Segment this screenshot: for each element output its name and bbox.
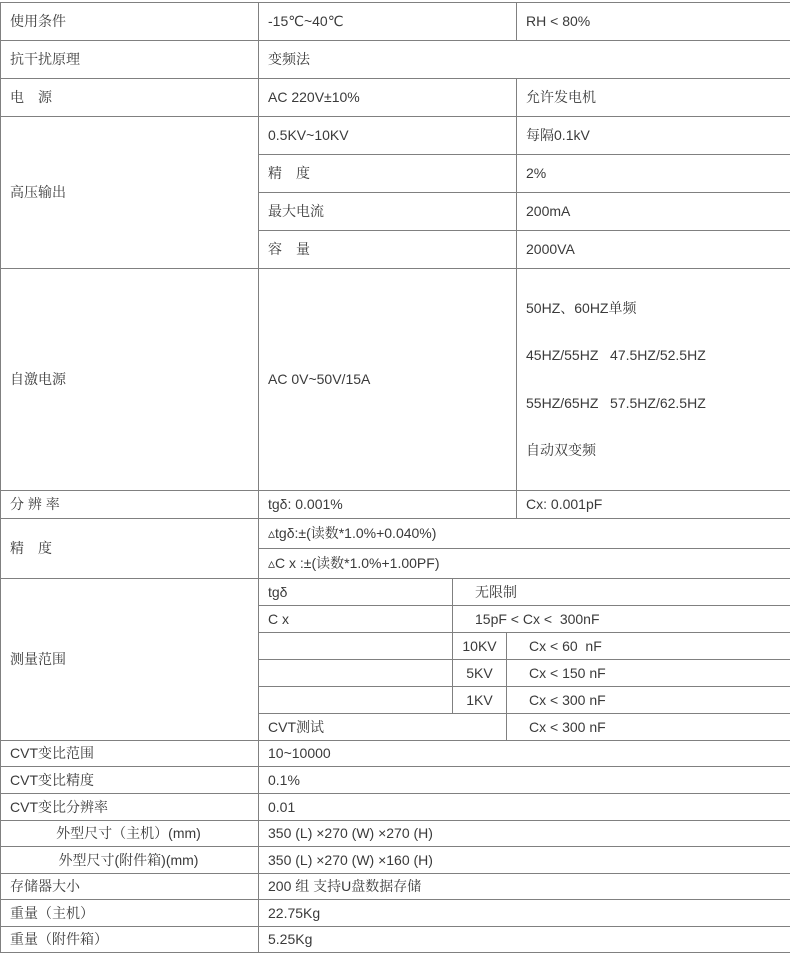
hv-accuracy-value: 2% bbox=[517, 155, 790, 193]
table-row bbox=[1, 740, 790, 766]
table-row bbox=[1, 846, 790, 873]
table-row bbox=[1, 820, 790, 846]
label-storage-size: 存储器大小 bbox=[1, 873, 259, 899]
range-5kv-name: 5KV bbox=[453, 659, 507, 686]
table-row bbox=[1, 873, 790, 899]
range-empty-cell bbox=[259, 659, 453, 686]
label-resolution: 分 辨 率 bbox=[1, 490, 259, 518]
label-excitation-power: 自激电源 bbox=[1, 269, 259, 491]
hv-capacity-value: 2000VA bbox=[517, 231, 790, 269]
range-tgd-value: 无限制 bbox=[453, 578, 790, 605]
range-10kv-name: 10KV bbox=[453, 632, 507, 659]
range-cx-value: 15pF < Cx < 300nF bbox=[453, 605, 790, 632]
label-measure-range: 测量范围 bbox=[1, 578, 259, 740]
range-empty-cell bbox=[259, 632, 453, 659]
hv-max-current-name: 最大电流 bbox=[259, 193, 517, 231]
value-power-voltage: AC 220V±10% bbox=[259, 79, 517, 117]
label-weight-accessory-box: 重量（附件箱） bbox=[1, 926, 259, 952]
label-power-supply: 电 源 bbox=[1, 79, 259, 117]
table-row bbox=[1, 117, 790, 155]
table-row bbox=[1, 490, 790, 518]
value-resolution-tgd: tgδ: 0.001% bbox=[259, 490, 517, 518]
value-accuracy-cx: ▵C x :±(读数*1.0%+1.00PF) bbox=[259, 548, 790, 578]
table-row bbox=[1, 766, 790, 793]
range-1kv-value: Cx < 300 nF bbox=[507, 686, 790, 713]
value-generator-allowed: 允许发电机 bbox=[517, 79, 790, 117]
label-weight-main-unit: 重量（主机） bbox=[1, 899, 259, 926]
value-frequency-modes bbox=[517, 269, 790, 491]
label-dimensions-main-unit: 外型尺寸（主机）(mm) bbox=[1, 820, 259, 846]
frequency-line: 45HZ/55HZ 47.5HZ/52.5HZ bbox=[526, 348, 788, 363]
label-hv-output: 高压输出 bbox=[1, 117, 259, 269]
label-cvt-ratio-accuracy: CVT变比精度 bbox=[1, 766, 259, 793]
value-dimensions-main-unit: 350 (L) ×270 (W) ×270 (H) bbox=[259, 820, 790, 846]
value-cvt-ratio-resolution: 0.01 bbox=[259, 793, 790, 820]
label-cvt-ratio-resolution: CVT变比分辨率 bbox=[1, 793, 259, 820]
value-accuracy-tgd: ▵tgδ:±(读数*1.0%+0.040%) bbox=[259, 518, 790, 548]
range-10kv-value: Cx < 60 nF bbox=[507, 632, 790, 659]
table-row bbox=[1, 41, 790, 79]
hv-range-name: 0.5KV~10KV bbox=[259, 117, 517, 155]
value-cvt-ratio-range: 10~10000 bbox=[259, 740, 790, 766]
value-anti-interference: 变频法 bbox=[259, 41, 790, 79]
table-row bbox=[1, 899, 790, 926]
value-temperature-range: -15℃~40℃ bbox=[259, 3, 517, 41]
range-1kv-name: 1KV bbox=[453, 686, 507, 713]
range-cx-name: C x bbox=[259, 605, 453, 632]
value-dimensions-accessory-box: 350 (L) ×270 (W) ×160 (H) bbox=[259, 846, 790, 873]
frequency-line: 55HZ/65HZ 57.5HZ/62.5HZ bbox=[526, 396, 788, 411]
value-cvt-ratio-accuracy: 0.1% bbox=[259, 766, 790, 793]
table-row bbox=[1, 3, 790, 41]
table-row bbox=[1, 793, 790, 820]
value-resolution-cx: Cx: 0.001pF bbox=[517, 490, 790, 518]
label-cvt-ratio-range: CVT变比范围 bbox=[1, 740, 259, 766]
range-cvt-name: CVT测试 bbox=[259, 713, 507, 740]
range-cvt-value: Cx < 300 nF bbox=[507, 713, 790, 740]
range-tgd-name: tgδ bbox=[259, 578, 453, 605]
label-dimensions-accessory-box: 外型尺寸(附件箱)(mm) bbox=[1, 846, 259, 873]
table-row bbox=[1, 926, 790, 952]
table-row bbox=[1, 518, 790, 548]
spec-table bbox=[0, 2, 790, 953]
label-accuracy: 精 度 bbox=[1, 518, 259, 578]
hv-range-value: 每隔0.1kV bbox=[517, 117, 790, 155]
range-empty-cell bbox=[259, 686, 453, 713]
label-usage-conditions: 使用条件 bbox=[1, 3, 259, 41]
value-weight-main-unit: 22.75Kg bbox=[259, 899, 790, 926]
table-row bbox=[1, 269, 790, 491]
hv-accuracy-name: 精 度 bbox=[259, 155, 517, 193]
frequency-line: 自动双变频 bbox=[526, 443, 788, 458]
label-anti-interference: 抗干扰原理 bbox=[1, 41, 259, 79]
value-humidity: RH < 80% bbox=[517, 3, 790, 41]
frequency-line: 50HZ、60HZ单频 bbox=[526, 301, 788, 316]
table-row bbox=[1, 578, 790, 605]
hv-max-current-value: 200mA bbox=[517, 193, 790, 231]
range-5kv-value: Cx < 150 nF bbox=[507, 659, 790, 686]
hv-capacity-name: 容 量 bbox=[259, 231, 517, 269]
table-row bbox=[1, 79, 790, 117]
value-storage-size: 200 组 支持U盘数据存储 bbox=[259, 873, 790, 899]
value-excitation-voltage: AC 0V~50V/15A bbox=[259, 269, 517, 491]
value-weight-accessory-box: 5.25Kg bbox=[259, 926, 790, 952]
